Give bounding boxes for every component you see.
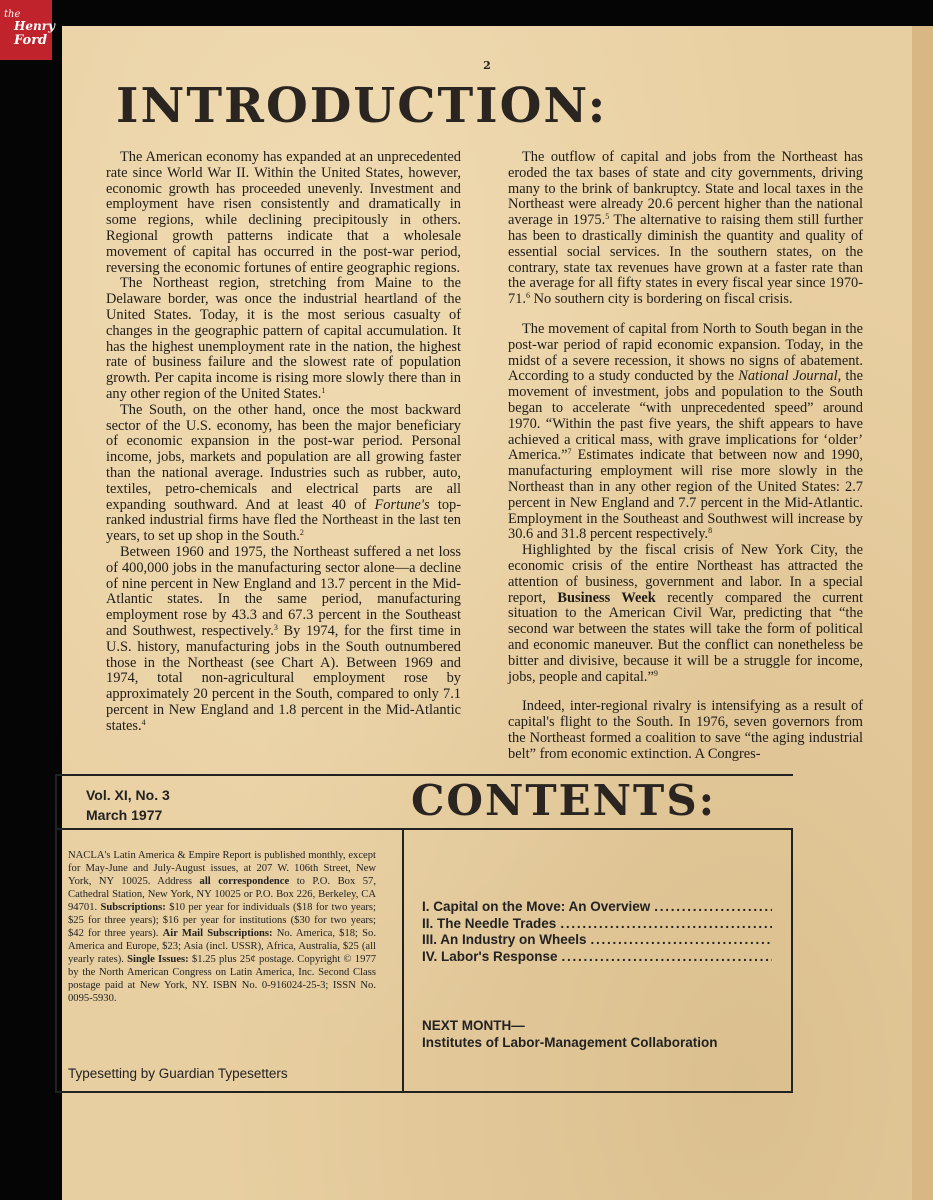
typesetting-credit: Typesetting by Guardian Typesetters xyxy=(68,1066,288,1081)
left-paragraph-1: The American economy has expanded at an unprecedented rate since World War II. Within the United States, however, economic growth has proceeded unevenly. Investment and employment have risen consistently and dramatically in some regions, while declining precipitously in others. Regional growth patterns indicate that a wholesale movement of capital has occurred in the post-war period, reversing the economic fortunes of entire geographic regions. xyxy=(106,149,461,276)
next-month-title: Institutes of Labor-Management Collaboration xyxy=(422,1035,718,1050)
left-paragraph-3: The South, on the other hand, once the most backward sector of the U.S. economy, has been the major beneficiary of economic expansion in the post-war period. Personal income, jobs, markets and population are all growing faster than the national average. Industries such as rubber, auto, textiles, petro-chemicals and electrical parts are all expanding southward. And at least 40 of Fortune's top-ranked industrial firms have fled the Northeast in the last ten years, to set up shop in the South.$^2$ xyxy=(106,401,461,545)
volume-number: Vol. XI, No. 3 xyxy=(86,787,170,803)
next-month-notice xyxy=(422,1017,718,1051)
contents-heading: CONTENTS: xyxy=(411,776,717,825)
table-of-contents xyxy=(422,899,772,965)
henry-ford-logo: the Henry Ford xyxy=(0,0,52,60)
adjacent-page-edge xyxy=(912,26,933,1200)
page-number: 2 xyxy=(483,59,491,72)
toc-item[interactable]: I. Capital on the Move: An Overview . . . xyxy=(422,899,772,916)
issue-date: March 1977 xyxy=(86,807,163,823)
left-column xyxy=(106,150,461,734)
toc-item[interactable]: III. An Industry on Wheels . . . xyxy=(422,932,772,949)
introduction-heading: INTRODUCTION: xyxy=(116,78,608,134)
left-paragraph-4: Between 1960 and 1975, the Northeast suffered a net loss of 400,000 jobs in the manufacturing sector alone—a decline of nine percent in New England and 13.7 percent in the Mid-Atlantic states. In the same period, manufacturing employment rose by 43.3 and 67.3 percent in the Southeast and Southwest, respectively.$^3$ By 1974, for the first time in U.S. history, manufacturing jobs in the South outnumbered those in the Northeast (see Chart A). Between 1969 and 1974, total non-agricultural employment rose by approximately 20 percent in the South, compared to only 7.1 percent in New England and 1.8 percent in the Mid-Atlantic states.$^4$ xyxy=(106,543,461,734)
issue-info xyxy=(86,785,170,825)
box-divider xyxy=(402,830,404,1091)
toc-item[interactable]: II. The Needle Trades . . . xyxy=(422,916,772,933)
publication-info: NACLA's Latin America & Empire Report is published monthly, except for May-June and July-August issues, at 207 W. 106th Street, New York, NY 10025. Address all correspondence to P.O. Box 57, Cathedral Station, New York, NY 10025 or P.O. Box 226, Berkeley, CA 94701. Subscriptions: $10 per year for individuals ($18 for two years; $25 for three years); $16 per year for institutions ($30 for two years; $42 for three years). Air Mail Subscriptions: No. America, $18; So. America and Europe, $23; Asia (incl. USSR), Africa, Australia, $25 (all yearly rates). Single Issues: $1.25 plus 25¢ postage. Copyright © 1977 by the North American Congress on Latin America, Inc. Second Class postage paid at New York, NY. ISBN No. 0-916024-25-3; ISSN No. 0095-5930. xyxy=(68,850,377,1004)
right-paragraph-1: The outflow of capital and jobs from the Northeast has eroded the tax bases of state and city governments, driving many to the brink of bankruptcy. State and local taxes in the Northeast were already 20.6 percent higher than the national average in 1975.$^5$ The alternative to raising them still further has been to drastically diminish the quantity and quality of essential social services. In the southern states, on the contrary, state tax revenues have grown at a faster rate than the average for all fifty states in every fiscal year since 1970-71.$^6$ No southern city is bordering on fiscal crisis. xyxy=(508,149,863,308)
left-paragraph-2: The Northeast region, stretching from Maine to the Delaware border, was once the industrial heartland of the United States. Today, it is the most serious casualty of changes in the geographic pattern of capital accumulation. It has the highest unemployment rate in the nation, the highest rate of business failure and the slowest rate of population growth. Per capita income is rising more slowly there than in any other region of the United States.$^1$ xyxy=(106,275,461,402)
right-column xyxy=(508,150,863,762)
next-month-label: NEXT MONTH— xyxy=(422,1018,525,1033)
toc-item[interactable]: IV. Labor's Response . . . xyxy=(422,949,772,966)
right-paragraph-3: Highlighted by the fiscal crisis of New York City, the economic crisis of the entire Northeast has attracted the attention of business, government and labor. In a special report, Business Week recently compared the current situation to the American Civil War, predicting that “the second war between the states will take the form of political and economic maneuver. But the conflict can nonetheless be bitter and divisive, because it will be a struggle for income, jobs, people and capital.”$^9$ xyxy=(508,542,863,685)
right-paragraph-4: Indeed, inter-regional rivalry is intensifying as a result of capital's flight to the South. In 1976, seven governors from the Northeast formed a coalition to save “the aging industrial belt” from economic extinction. A Congres- xyxy=(508,698,863,762)
right-paragraph-2: The movement of capital from North to South began in the post-war period of rapid economic expansion. Today, in the midst of a severe recession, it shows no signs of abatement. According to a study conducted by the National Journal, the movement of investment, jobs and population to the South began to accelerate “with unprecedented speed” around 1970. “Within the past five years, the shift appears to have achieved a critical mass, with grave implications for ‘older’ America.”$^7$ Estimates indicate that between now and 1990, manufacturing employment will rise more slowly in the Northeast than in any other region of the United States: 2.7 percent in New England and 7.7 percent in the Mid-Atlantic. Employment in the Southeast and Southwest will increase by 30.6 and 31.8 percent respectively.$^8$ xyxy=(508,320,864,543)
